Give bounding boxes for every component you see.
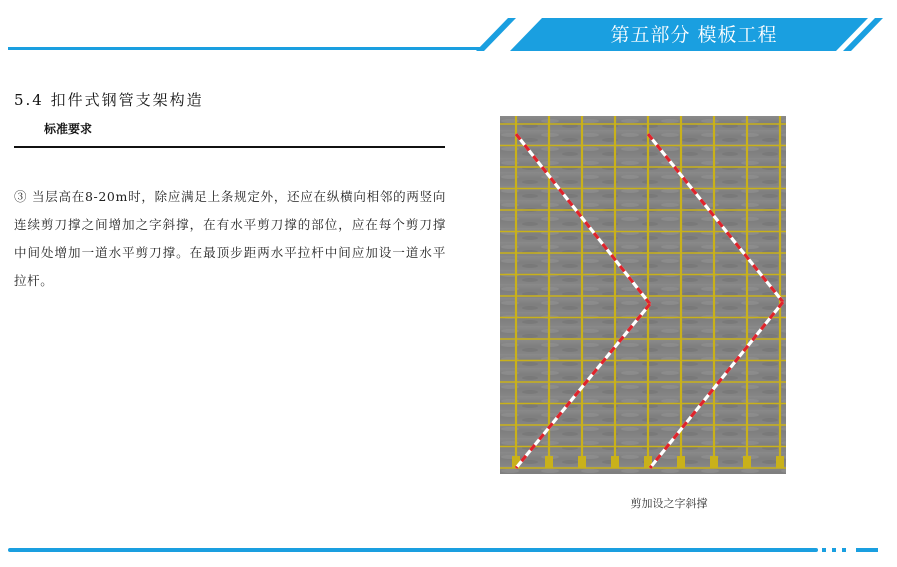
pole-base [677,456,685,468]
section-divider [14,146,445,148]
pole-base [545,456,553,468]
footer-dots [820,546,856,554]
pole-base [710,456,718,468]
pole-base [611,456,619,468]
header-rule [8,47,482,50]
pole-base [776,456,784,468]
section-subtitle: 标准要求 [44,122,93,136]
scaffold-diagram [500,116,786,474]
footer-end-bar [856,548,878,552]
footer-rule [8,548,818,552]
section-title: 5.4 扣件式钢管支架构造 [14,91,204,109]
header-title: 第五部分 模板工程 [610,24,778,46]
requirement-paragraph: ③ 当层高在8-20m时，除应满足上条规定外，还应在纵横向相邻的两竖向连续剪刀撑之间增加之字斜撑，在有水平剪刀撑的部位，应在每个剪刀撑中间处增加一道水平剪刀撑。在最顶步距两水平拉杆中间应加设一道水平拉杆。 [14,189,446,288]
figure-caption: 剪加设之字斜撑 [630,497,708,510]
pole-base [743,456,751,468]
pole-base [578,456,586,468]
